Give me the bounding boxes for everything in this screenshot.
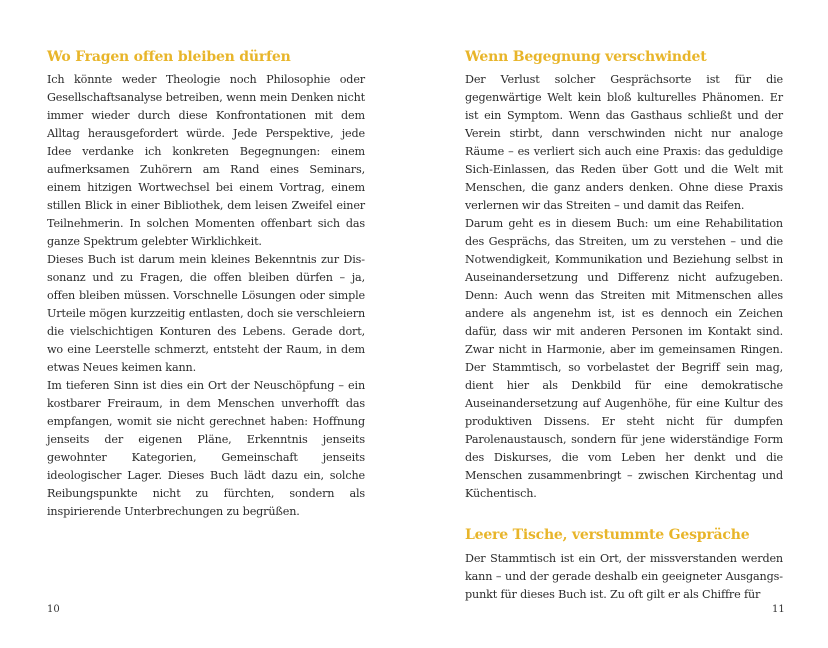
paragraph: Ich könnte weder Theologie noch Philosophie oder Gesellschaftsanalyse betreiben, wenn mein Denken nicht immer wieder durch diese Konfrontationen mit dem Alltag herausgefordert würde. Jede Perspektive, jede Idee verdanke ich konkreten Begegnungen: einem aufmerksamen Zuhörern am Rand eines Seminars, einem hitzigen Wortwechsel bei einem Vortrag, einem stillen Blick in einer Bibliothek, dem leisen Zweifel einer Teilnehmerin. In solchen Momenten offenbart sich das ganze Spektrum gelebter Wirklichkeit.	[47, 73, 365, 248]
left-page	[47, 0, 365, 648]
paragraph: Dieses Buch ist darum mein kleines Bekenntnis zur Dissonanz und zu Fragen, die offen bleiben dürfen – ja, offen bleiben müssen. Vorschnelle Lösungen oder simple Urteile mögen kurzzeitig entlasten, doch sie verschleiern die vielschichtigen Konturen des Lebens. Gerade dort, wo eine Leerstelle schmerzt, entsteht der Raum, in dem etwas Neues keimen kann.	[47, 253, 365, 374]
paragraph: Der Stammtisch ist ein Ort, der missverstanden werden kann – und der gerade deshalb ein geeigneter Ausgangspunkt für dieses Buch ist. Zu oft gilt er als Chiffre für	[465, 552, 783, 601]
paragraph: Der Verlust solcher Gesprächsorte ist für die gegenwärtige Welt kein bloß kulturelles Phänomen. Er ist ein Symptom. Wenn das Gasthaus schließt und der Verein stirbt, dann verschwinden nicht nur analoge Räume – es verliert sich auch eine Praxis: das geduldige Sich-Einlassen, das Reden über Gott und die Welt mit Menschen, die ganz anders denken. Ohne diese Praxis verlernen wir das Streiten – und damit das Reifen.	[465, 73, 783, 212]
section-heading: Wenn Begegnung verschwindet	[465, 49, 707, 65]
page-number-right: 11	[772, 604, 785, 615]
paragraph: Im tieferen Sinn ist dies ein Ort der Neuschöpfung – ein kostbarer Freiraum, in dem Menschen unverhofft das empfangen, womit sie nicht gerechnet haben: Hoffnung jenseits der eigenen Pläne, Erkenntnis jenseits gewohnter Kategorien, Gemeinschaft jenseits ideologischer Lager. Dieses Buch lädt dazu ein, solche Reibungspunkte nicht zu fürchten, sondern als inspirierende Unterbrechungen zu begrüßen.	[47, 379, 365, 518]
section-heading: Wo Fragen offen bleiben dürfen	[47, 49, 291, 65]
paragraph: Darum geht es in diesem Buch: um eine Rehabilitation des Gesprächs, das Streiten, um zu verstehen – und die Notwendigkeit, Kommunikation und Beziehung selbst in Auseinandersetzung und Differenz nicht aufzugeben. Denn: Auch wenn das Streiten mit Mitmenschen alles andere als angenehm ist, ist es dennoch ein Zeichen dafür, dass wir mit anderen Personen im Kontakt sind. Zwar nicht in Harmonie, aber im gemeinsamen Ringen. Der Stammtisch, so vorbelastet der Begriff sein mag, dient hier als Denkbild für eine demokratische Auseinandersetzung auf Augenhöhe, für eine Kultur des produktiven Dissens. Er steht nicht für dumpfen Parolenaustausch, sondern für jene widerständige Form des Diskurses, die vom Leben her denkt und die Menschen zusammenbringt – zwischen Kirchentag und Küchentisch.	[465, 217, 783, 500]
right-page	[465, 0, 783, 648]
page-number-left: 10	[47, 604, 60, 615]
section-heading: Leere Tische, verstummte Gespräche	[465, 527, 750, 543]
